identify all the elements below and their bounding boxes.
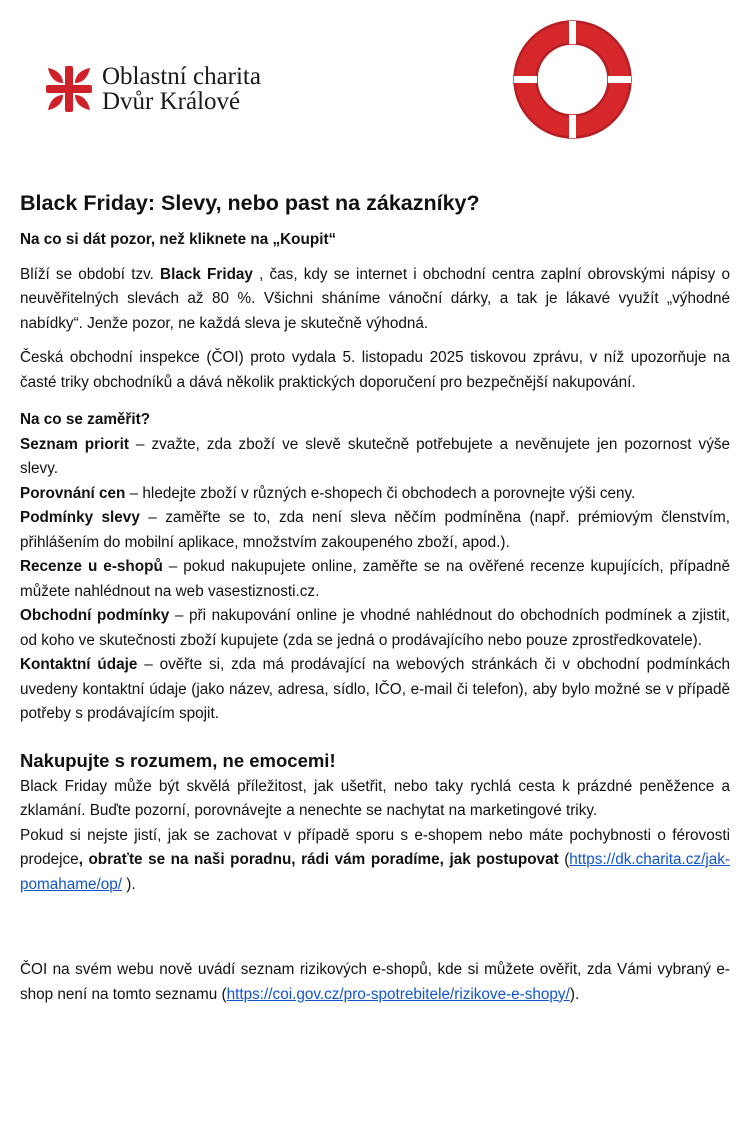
wisely-heading: Nakupujte s rozumem, ne emocemi!: [20, 749, 336, 771]
risky-eshops-paragraph: ČOI na svém webu nově uvádí seznam rizikových e-shopů, kde si můžete ověřit, zda Vámi vybraný e-shop není na tomto seznamu (https://coi.gov.cz/pro-spotrebitele/rizikove-e-shopy/).: [20, 961, 730, 1003]
wisely-paragraph-2: Pokud si nejste jistí, jak se zachovat v případě sporu s e-shopem nebo máte pochybnosti o férovosti prodejce, obraťte se na naši poradnu, rádi vám poradíme, jak postupovat (https://dk.charita.cz/jak-pomahame/op/ ).: [20, 826, 730, 893]
intro-paragraph: Blíží se období tzv. Black Friday , čas, kdy se internet i obchodní centra zaplní obrovskými nápisy o neuvěřitelných slevách až 80 %. Všichni sháníme vánoční dárky, a tak je lákavé využít „výhodné nabídky“. Jenže pozor, ne každá sleva je skutečně výhodná.: [20, 265, 730, 332]
focus-item: Recenze u e-shopů – pokud nakupujete online, zaměřte se na ověřené recenze kupujících, případně můžete nahlédnout na web vasestiznosti.cz.: [20, 558, 730, 600]
article: [20, 188, 730, 1007]
focus-item: Seznam priorit – zvažte, zda zboží ve slevě skutečně potřebujete a nevěnujete jen pozornost výše slevy.: [20, 435, 730, 477]
logo-line-2: Dvůr Králové: [102, 88, 241, 115]
black-friday-term: Black Friday: [160, 265, 253, 283]
wisely-paragraph-1: Black Friday může být skvělá příležitost, jak ušetřit, nebo taky rychlá cesta k prázdné peněžence a zklamání. Buďte pozorní, porovnávejte a nenechte se nachytat na marketingové triky.: [20, 777, 730, 819]
focus-item: Obchodní podmínky – při nakupování online je vhodné nahlédnout do obchodních podmínek a zjistit, od koho ve skutečnosti zboží kupujete (zda se jedná o prodávajícího nebo pouze zprostředkovatele).: [20, 607, 730, 649]
focus-heading: Na co se zaměřit?: [20, 411, 151, 428]
charity-logo: [44, 64, 261, 114]
counseling-link[interactable]: https://dk.charita.cz/jak-pomahame/op/: [20, 851, 730, 893]
charity-cross-icon: [44, 64, 94, 114]
risky-eshops-link[interactable]: https://coi.gov.cz/pro-spotrebitele/rizikove-e-shopy/: [226, 985, 570, 1003]
logo-line-1: Oblastní charita: [102, 63, 261, 90]
focus-item: Kontaktní údaje – ověřte si, zda má prodávající na webových stránkách či v obchodní podmínkách uvedeny kontaktní údaje (jako název, adresa, sídlo, IČO, e-mail či telefon), aby bylo možné se v případě potřeby s prodávajícím spojit.: [20, 656, 731, 722]
focus-list: [20, 433, 730, 727]
focus-item: Porovnání cen – hledejte zboží v různých e-shopech či obchodech a porovnejte výši ceny.: [20, 484, 636, 502]
article-title: Black Friday: Slevy, nebo past na zákazníky?: [20, 191, 480, 215]
article-subheading: Na co si dát pozor, než kliknete na „Koupit“: [20, 231, 337, 248]
lifebuoy-icon: [511, 18, 634, 141]
focus-item: Podmínky slevy – zaměřte se to, zda není sleva něčím podmíněna (např. prémiovým členstvím, přihlášením do mobilní aplikace, množstvím zakoupeného zboží, apod.).: [20, 509, 730, 551]
coi-paragraph: Česká obchodní inspekce (ČOI) proto vydala 5. listopadu 2025 tiskovou zprávu, v níž upozorňuje na časté triky obchodníků a dává několik praktických doporučení pro bezpečnější nakupování.: [20, 349, 730, 391]
